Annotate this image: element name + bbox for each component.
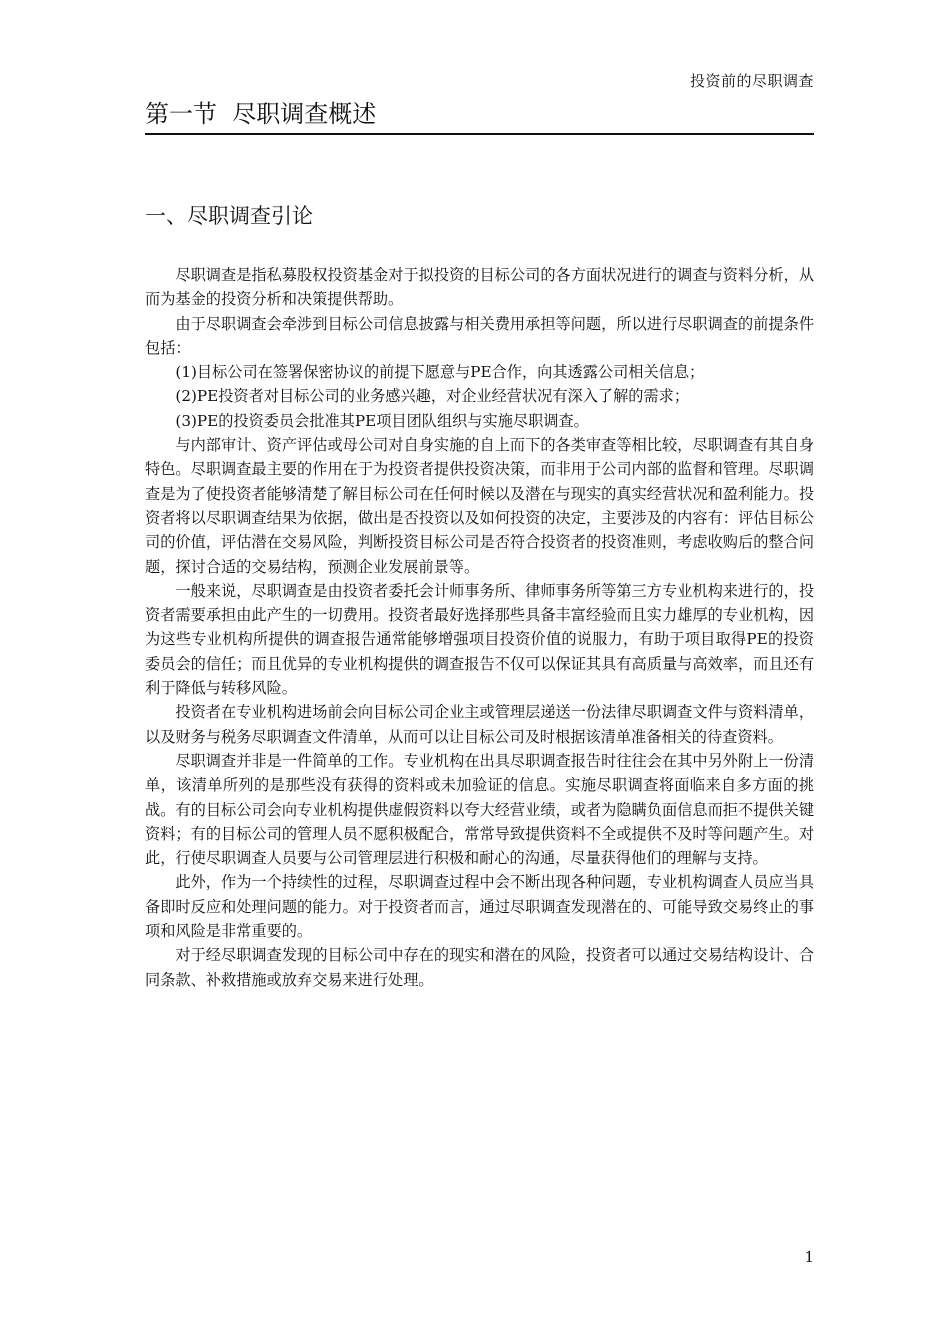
subsection-title: 一、尽职调查引论 — [145, 204, 313, 228]
paragraph-third-party: 一般来说，尽职调查是由投资者委托会计师事务所、律师事务所等第三方专业机构来进行的，投资者需要承担由此产生的一切费用。投资者最好选择那些具备丰富经验而且实力雄厚的专业机构，因为这些专业机构所提供的调查报告通常能够增强项目投资价值的说服力，有助于项目取得PE的投资委员会的信任；而且优异的专业机构提供的调查报告不仅可以保证其具有高质量与高效率，而且还有利于降低与转移风险。 — [145, 581, 814, 698]
list-item-condition-3: (3)PE的投资委员会批准其PE项目团队组织与实施尽职调查。 — [175, 411, 589, 430]
paragraph-risk-handling: 对于经尽职调查发现的目标公司中存在的现实和潜在的风险，投资者可以通过交易结构设计、合同条款、补救措施或放弃交易来进行处理。 — [145, 946, 814, 989]
paragraph-definition: 尽职调查是指私募股权投资基金对于拟投资的目标公司的各方面状况进行的调查与资料分析，从而为基金的投资分析和决策提供帮助。 — [145, 266, 814, 309]
paragraph-continuous-process: 此外，作为一个持续性的过程，尽职调查过程中会不断出现各种问题，专业机构调查人员应当具备即时反应和处理问题的能力。对于投资者而言，通过尽职调查发现潜在的、可能导致交易终止的事项和风险是非常重要的。 — [145, 873, 814, 941]
body-text — [145, 263, 814, 992]
page-number: 1 — [804, 1248, 814, 1266]
paragraph-challenges: 尽职调查并非是一件简单的工作。专业机构在出具尽职调查报告时往往会在其中另外附上一份清单，该清单所列的是那些没有获得的资料或未加验证的信息。实施尽职调查将面临来自多方面的挑战。有的目标公司会向专业机构提供虚假资料以夸大经营业绩，或者为隐瞒负面信息而拒不提供关键资料；有的目标公司的管理人员不愿积极配合，常常导致提供资料不全或提供不及时等问题产生。对此，行使尽职调查人员要与公司管理层进行积极和耐心的沟通，尽量获得他们的理解与支持。 — [145, 751, 814, 868]
running-header: 投资前的尽职调查 — [689, 72, 814, 90]
paragraph-prerequisites: 由于尽职调查会牵涉到目标公司信息披露与相关费用承担等问题，所以进行尽职调查的前提条件包括： — [145, 314, 814, 357]
list-item-condition-1: (1)目标公司在签署保密协议的前提下愿意与PE合作，向其透露公司相关信息； — [175, 363, 705, 382]
list-item-condition-2: (2)PE投资者对目标公司的业务感兴趣，对企业经营状况有深入了解的需求； — [175, 387, 690, 406]
paragraph-characteristics: 与内部审计、资产评估或母公司对自身实施的自上而下的各类审查等相比较，尽职调查有其自身特色。尽职调查最主要的作用在于为投资者提供投资决策，而非用于公司内部的监督和管理。尽职调查是为了使投资者能够清楚了解目标公司在任何时候以及潜在与现实的真实经营状况和盈利能力。投资者将以尽职调查结果为依据，做出是否投资以及如何投资的决定，主要涉及的内容有：评估目标公司的价值，评估潜在交易风险，判断投资目标公司是否符合投资者的投资准则，考虑收购后的整合问题，探讨合适的交易结构，预测企业发展前景等。 — [145, 436, 814, 576]
section-title: 第一节 尽职调查概述 — [145, 94, 814, 135]
paragraph-checklist: 投资者在专业机构进场前会向目标公司企业主或管理层递送一份法律尽职调查文件与资料清单，以及财务与税务尽职调查文件清单，从而可以让目标公司及时根据该清单准备相关的待查资料。 — [145, 703, 814, 746]
